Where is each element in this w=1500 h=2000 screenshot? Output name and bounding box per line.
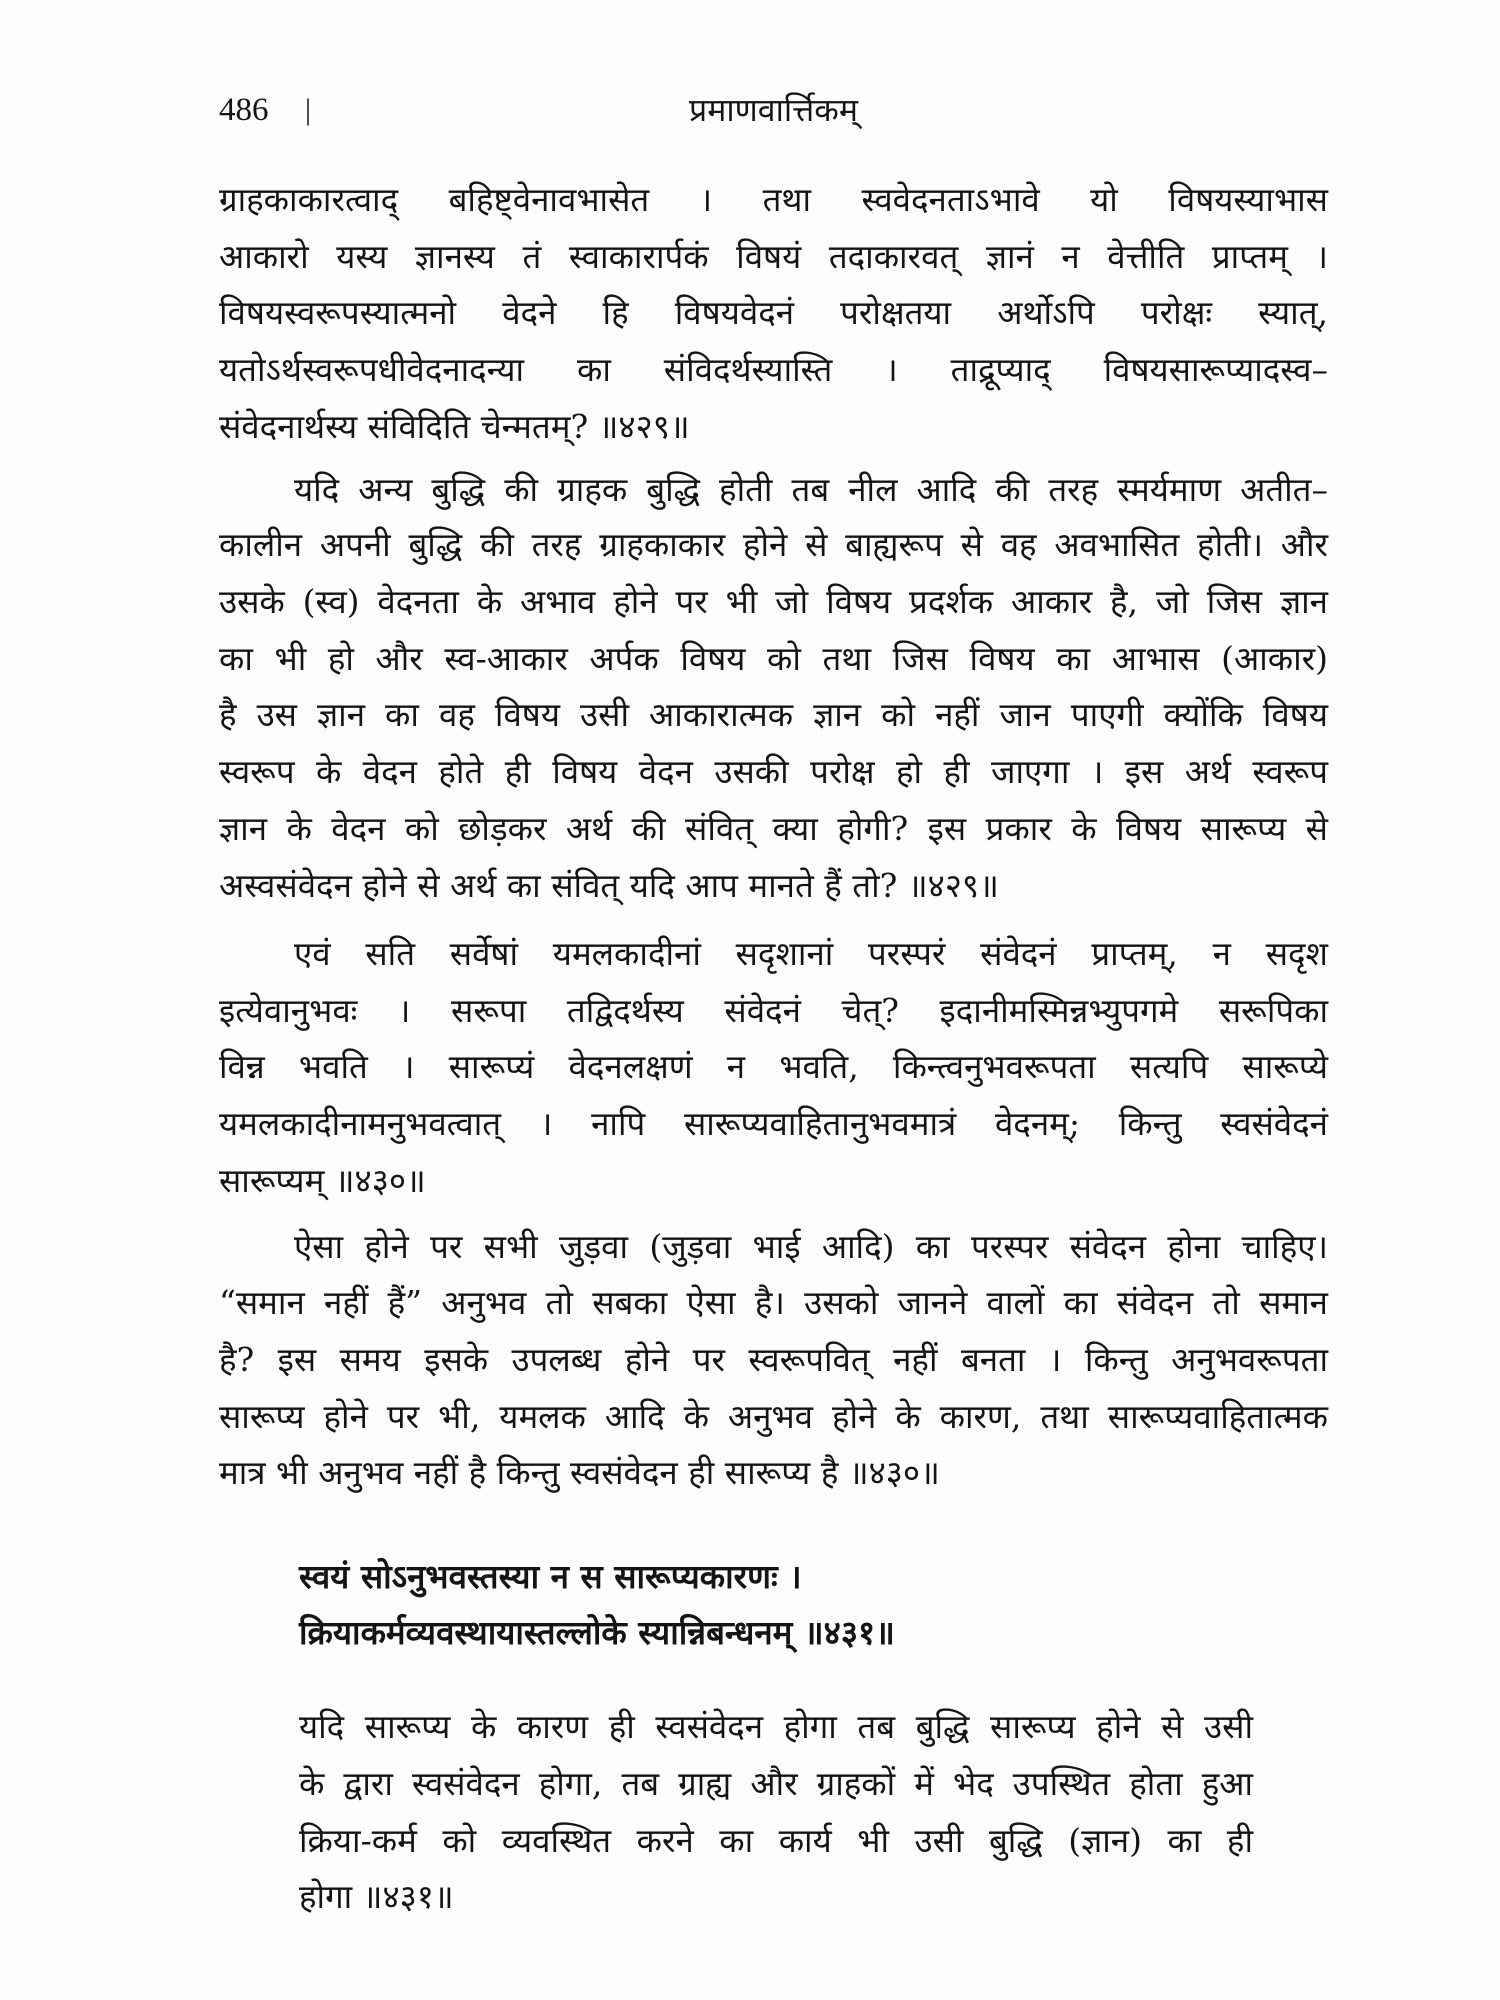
translation-line: अस्वसंवेदन होने से अर्थ का संवित् यदि आप मानते हैं तो? ॥४२९॥	[219, 866, 999, 905]
page-number: 486	[219, 92, 269, 128]
translation-line: ज्ञान के वेदन को छोड़कर अर्थ की संवित् क्या होगी? इस प्रकार के विषय सारूप्य से	[219, 809, 1328, 848]
verse-line: स्वयं सोऽनुभवस्तस्या न स सारूप्यकारणः ।	[299, 1557, 802, 1596]
translation-line: मात्र भी अनुभव नहीं है किन्तु स्वसंवेदन ही सारूप्य है ॥४३०॥	[219, 1453, 940, 1492]
header-separator: |	[305, 93, 312, 126]
commentary-line: यमलकादीनामनुभवत्वात् । नापि सारूप्यवाहितानुभवमात्रं वेदनम्; किन्तु स्वसंवेदनं	[219, 1104, 1328, 1143]
translation-line: है उस ज्ञान का वह विषय उसी आकारात्मक ज्ञान को नहीं जान पाएगी क्योंकि विषय	[219, 695, 1328, 734]
translation-line: है? इस समय इसके उपलब्ध होने पर स्वरूपवित् नहीं बनता । किन्तु अनुभवरूपता	[219, 1340, 1328, 1379]
commentary-line: विषयस्वरूपस्यात्मनो वेदने हि विषयवेदनं परोक्षतया अर्थोऽपि परोक्षः स्यात्,	[219, 293, 1328, 332]
translation-line: उसके (स्व) वेदनता के अभाव होने पर भी जो विषय प्रदर्शक आकार है, जो जिस ज्ञान	[219, 582, 1328, 621]
translation-line: ऐसा होने पर सभी जुड़वा (जुड़वा भाई आदि) का परस्पर संवेदन होना चाहिए।	[294, 1227, 1328, 1266]
translation-line: “समान नहीं हैं” अनुभव तो सबका ऐसा है। उसको जानने वालों का संवेदन तो समान	[219, 1283, 1328, 1322]
translation-line: क्रिया-कर्म को व्यवस्थित करने का कार्य भी उसी बुद्धि (ज्ञान) का ही	[299, 1821, 1253, 1860]
translation-line: यदि अन्य बुद्धि की ग्राहक बुद्धि होती तब नील आदि की तरह स्मर्यमाण अतीत–	[294, 470, 1328, 509]
translation-line: होगा ॥४३१॥	[299, 1877, 454, 1916]
commentary-line: ग्राहकाकारत्वाद् बहिष्ट्वेनावभासेत । तथा स्ववेदनताऽभावे यो विषयस्याभास	[219, 180, 1328, 219]
commentary-line: आकारो यस्य ज्ञानस्य तं स्वाकारार्पकं विषयं तदाकारवत् ज्ञानं न वेत्तीति प्राप्तम् ।	[219, 237, 1328, 276]
translation-line: सारूप्य होने पर भी, यमलक आदि के अनुभव होने के कारण, तथा सारूप्यवाहितात्मक	[219, 1397, 1328, 1436]
translation-line: का भी हो और स्व-आकार अर्पक विषय को तथा जिस विषय का आभास (आकार)	[219, 639, 1328, 678]
commentary-line: इत्येवानुभवः । सरूपा तद्विदर्थस्य संवेदनं चेत्? इदानीमस्मिन्नभ्युपगमे सरूपिका	[219, 991, 1328, 1030]
commentary-line: संवेदनार्थस्य संविदिति चेन्मतम्? ॥४२९॥	[219, 407, 690, 446]
commentary-line: यतोऽर्थस्वरूपधीवेदनादन्या का संविदर्थस्यास्ति । ताद्रूप्याद् विषयसारूप्यादस्व–	[219, 350, 1328, 389]
translation-line: यदि सारूप्य के कारण ही स्वसंवेदन होगा तब बुद्धि सारूप्य होने से उसी	[299, 1707, 1253, 1746]
commentary-line: एवं सति सर्वेषां यमलकादीनां सदृशानां परस्परं संवेदनं प्राप्तम्, न सदृश	[294, 934, 1328, 973]
commentary-line: विन्न भवति । सारूप्यं वेदनलक्षणं न भवति, किन्त्वनुभवरूपता सत्यपि सारूप्ये	[219, 1047, 1328, 1086]
verse-line: क्रियाकर्मव्यवस्थायास्तल्लोके स्यान्निबन्धनम् ॥४३१॥	[299, 1613, 895, 1652]
translation-line: के द्वारा स्वसंवेदन होगा, तब ग्राह्य और ग्राहकों में भेद उपस्थित होता हुआ	[299, 1764, 1253, 1803]
running-header-title: प्रमाणवार्त्तिकम्	[689, 91, 858, 129]
translation-line: स्वरूप के वेदन होते ही विषय वेदन उसकी परोक्ष हो ही जाएगा । इस अर्थ स्वरूप	[219, 752, 1328, 791]
translation-line: कालीन अपनी बुद्धि की तरह ग्राहकाकार होने से बाह्यरूप से वह अवभासित होती। और	[219, 525, 1328, 564]
commentary-line: सारूप्यम् ॥४३०॥	[219, 1161, 426, 1200]
